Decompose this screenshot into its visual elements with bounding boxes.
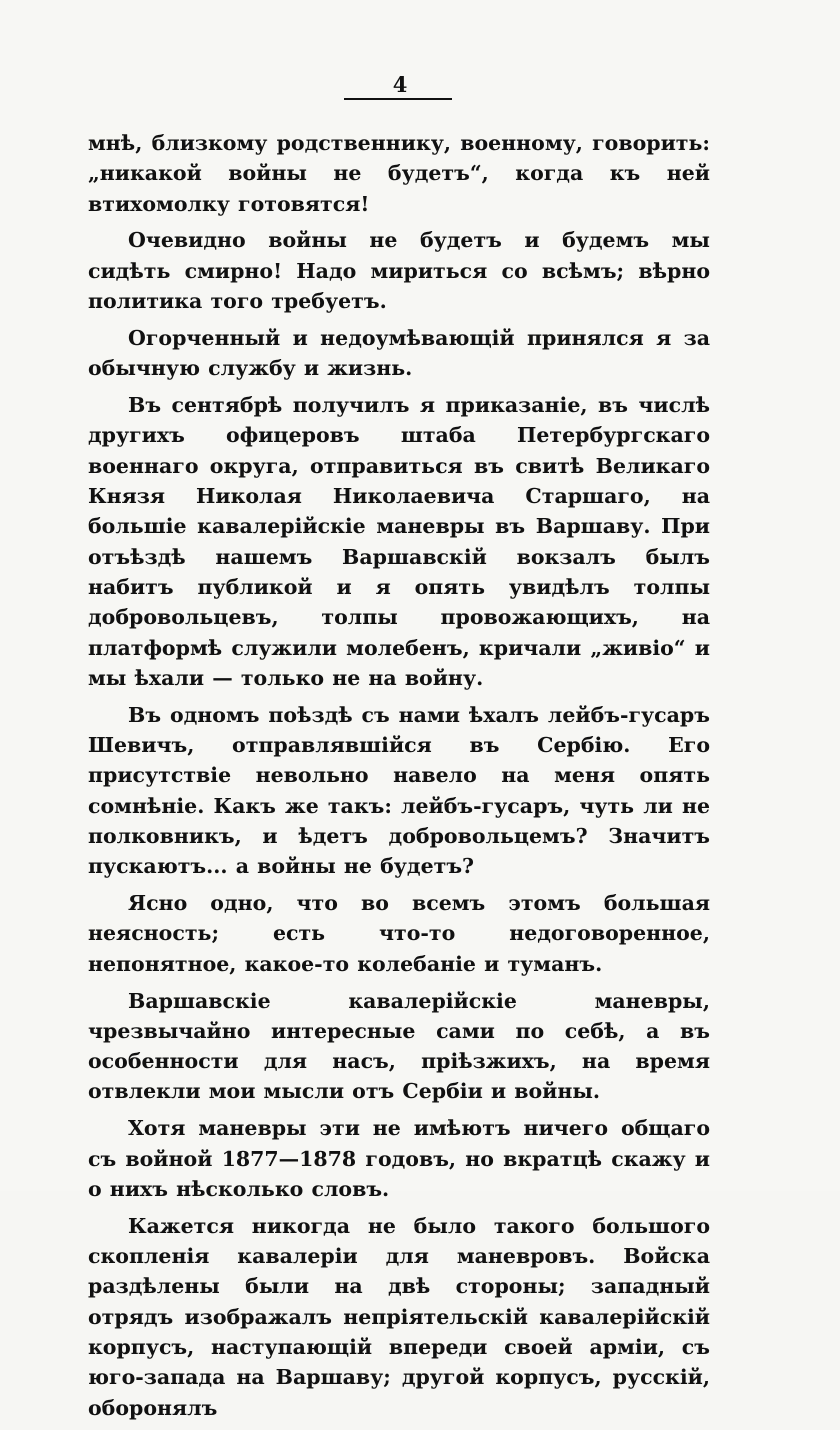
paragraph-8: Хотя маневры эти не имѣютъ ничего общаго съ войной 1877—1878 годовъ, но вкратцѣ скажу и о нихъ нѣсколько словъ.: [88, 1116, 710, 1201]
paragraph-3: Огорченный и недоумѣвающій принялся я за обычную службу и жизнь.: [88, 325, 710, 381]
paragraph-4: Въ сентябрѣ получилъ я приказаніе, въ числѣ другихъ офицеровъ штаба Петербургскаго военнаго округа, отправиться въ свитѣ Великаго Князя Николая Николаевича Старшаго, на большіе кавалерійскіе маневры въ Варшаву. При отъѣздѣ нашемъ Варшавскій вокзалъ былъ набитъ публикой и я опять увидѣлъ толпы добровольцевъ, толпы провожающихъ, на платформѣ служили молебенъ, кричали „живіо“ и мы ѣхали — только не на войну.: [88, 393, 710, 690]
paragraph-6: Ясно одно, что во всемъ этомъ большая неясность; есть что-то недоговоренное, непонятное, какое-то колебаніе и туманъ.: [88, 891, 710, 976]
page-number: 4: [392, 72, 408, 97]
body-text: [88, 128, 710, 1430]
paragraph-1: мнѣ, близкому родственнику, военному, говорить: „никакой войны не будетъ“, когда къ ней втихомолку готовятся!: [88, 131, 710, 216]
paragraph-5: Въ одномъ поѣздѣ съ нами ѣхалъ лейбъ-гусаръ Шевичъ, отправлявшійся въ Сербію. Его присутствіе невольно навело на меня опять сомнѣніе. Какъ же такъ: лейбъ-гусаръ, чуть ли не полковникъ, и ѣдетъ добровольцемъ? Значитъ пускаютъ... а войны не будетъ?: [88, 702, 710, 879]
paragraph-7: Варшавскіе кавалерійскіе маневры, чрезвычайно интересные сами по себѣ, а въ особенности для насъ, пріѣзжихъ, на время отвлекли мои мысли отъ Сербіи и войны.: [88, 988, 710, 1104]
paragraph-2: Очевидно войны не будетъ и будемъ мы сидѣть смирно! Надо мириться со всѣмъ; вѣрно политика того требуетъ.: [88, 228, 710, 314]
header-rule: [344, 98, 452, 100]
paragraph-9: Кажется никогда не было такого большого скопленія кавалеріи для маневровъ. Войска раздѣлены были на двѣ стороны; западный отрядъ изображалъ непріятельскій кавалерійскій корпусъ, наступающій впереди своей арміи, съ юго-запада на Варшаву; другой корпусъ, русскій, оборонялъ: [88, 1213, 710, 1420]
